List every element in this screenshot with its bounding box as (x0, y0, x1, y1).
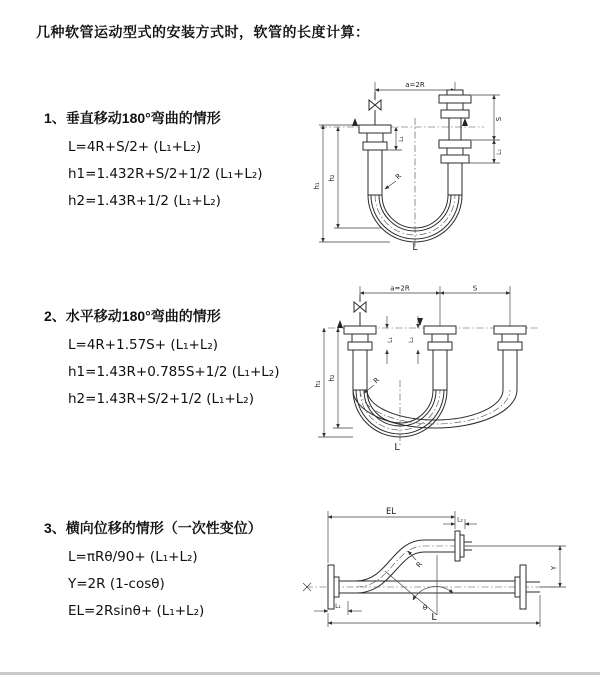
braided-hose-2 (433, 350, 447, 390)
label-h2: h₂ (328, 374, 336, 382)
braided-hose-left (368, 150, 382, 195)
section-3-formula-EL: EL=2Rsinθ+ (L₁+L₂) (68, 603, 205, 619)
radius-callout (385, 172, 403, 189)
label-l: L (394, 442, 400, 453)
section-3-formula-Y: Y=2R (1-cosθ) (68, 576, 165, 592)
label-r: R (394, 172, 404, 182)
u-bend-position-2 (353, 390, 517, 428)
dimension-a2r (360, 285, 510, 327)
section-2-formula-h2: h2=1.43R+S/2+1/2 (L₁+L₂) (68, 391, 254, 407)
dimension-s (440, 285, 510, 294)
dimension-l1 (387, 316, 394, 364)
right-fitting (439, 90, 471, 195)
label-l1: L₁ (335, 603, 341, 610)
diagram-horizontal-180-bend (310, 282, 550, 462)
valve-icon (369, 92, 381, 125)
label-s: S (472, 284, 478, 293)
section-1-formula-h2: h2=1.43R+1/2 (L₁+L₂) (68, 193, 221, 209)
valve-icon (354, 295, 366, 326)
label-l2: L₂ (408, 337, 415, 343)
pipe3-fitting (494, 326, 526, 390)
pipe1-fitting (344, 326, 376, 390)
pipe2-fitting (424, 326, 456, 390)
label-r: R (372, 376, 382, 386)
section-3-formula-L: L=πRθ/90+ (L₁+L₂) (68, 549, 198, 565)
label-l1: L₁ (387, 337, 394, 343)
label-l2: L₂ (496, 149, 503, 155)
diagram-lateral-displacement (298, 505, 598, 650)
dimension-l2 (443, 517, 477, 530)
label-l1: L₁ (398, 136, 405, 142)
label-a2r: a=2R (390, 284, 410, 293)
label-h1: h₁ (314, 380, 322, 388)
label-l: L (431, 612, 437, 623)
label-r: R (414, 560, 425, 570)
braided-hose-right (448, 163, 462, 195)
section-1-formula-h1: h1=1.432R+S/2+1/2 (L₁+L₂) (68, 166, 263, 182)
left-fitting (359, 125, 391, 195)
label-y: Y (550, 565, 558, 571)
section-2-formula-h1: h1=1.43R+0.785S+1/2 (L₁+L₂) (68, 364, 280, 380)
page-title: 几种软管运动型式的安装方式时，软管的长度计算： (36, 24, 370, 40)
section-3-heading: 3、横向位移的情形（一次性变位） (44, 520, 262, 536)
label-a2r: a=2R (405, 81, 425, 89)
braided-hose-1 (353, 350, 367, 390)
label-el: EL (385, 507, 397, 517)
section-2-formula-L: L=4R+1.57S+ (L₁+L₂) (68, 337, 219, 353)
label-h1: h₁ (313, 182, 321, 190)
dimension-s (472, 95, 503, 140)
label-h2: h₂ (328, 174, 336, 182)
dimension-l1 (314, 601, 362, 615)
up-arrow (337, 320, 343, 328)
label-s: S (495, 116, 503, 122)
label-l2: L₂ (457, 516, 463, 524)
dimension-a2r (375, 81, 455, 96)
label-theta: θ (422, 604, 428, 612)
section-1-heading: 1、垂直移动180°弯曲的情形 (44, 110, 221, 126)
section-2-heading: 2、水平移动180°弯曲的情形 (44, 308, 221, 324)
section-1-formula-L: L=4R+S/2+ (L₁+L₂) (68, 139, 202, 155)
diagram-vertical-180-bend (312, 78, 527, 253)
label-l: L (412, 242, 418, 253)
dimension-el (328, 507, 455, 563)
dimension-l2 (408, 316, 418, 364)
